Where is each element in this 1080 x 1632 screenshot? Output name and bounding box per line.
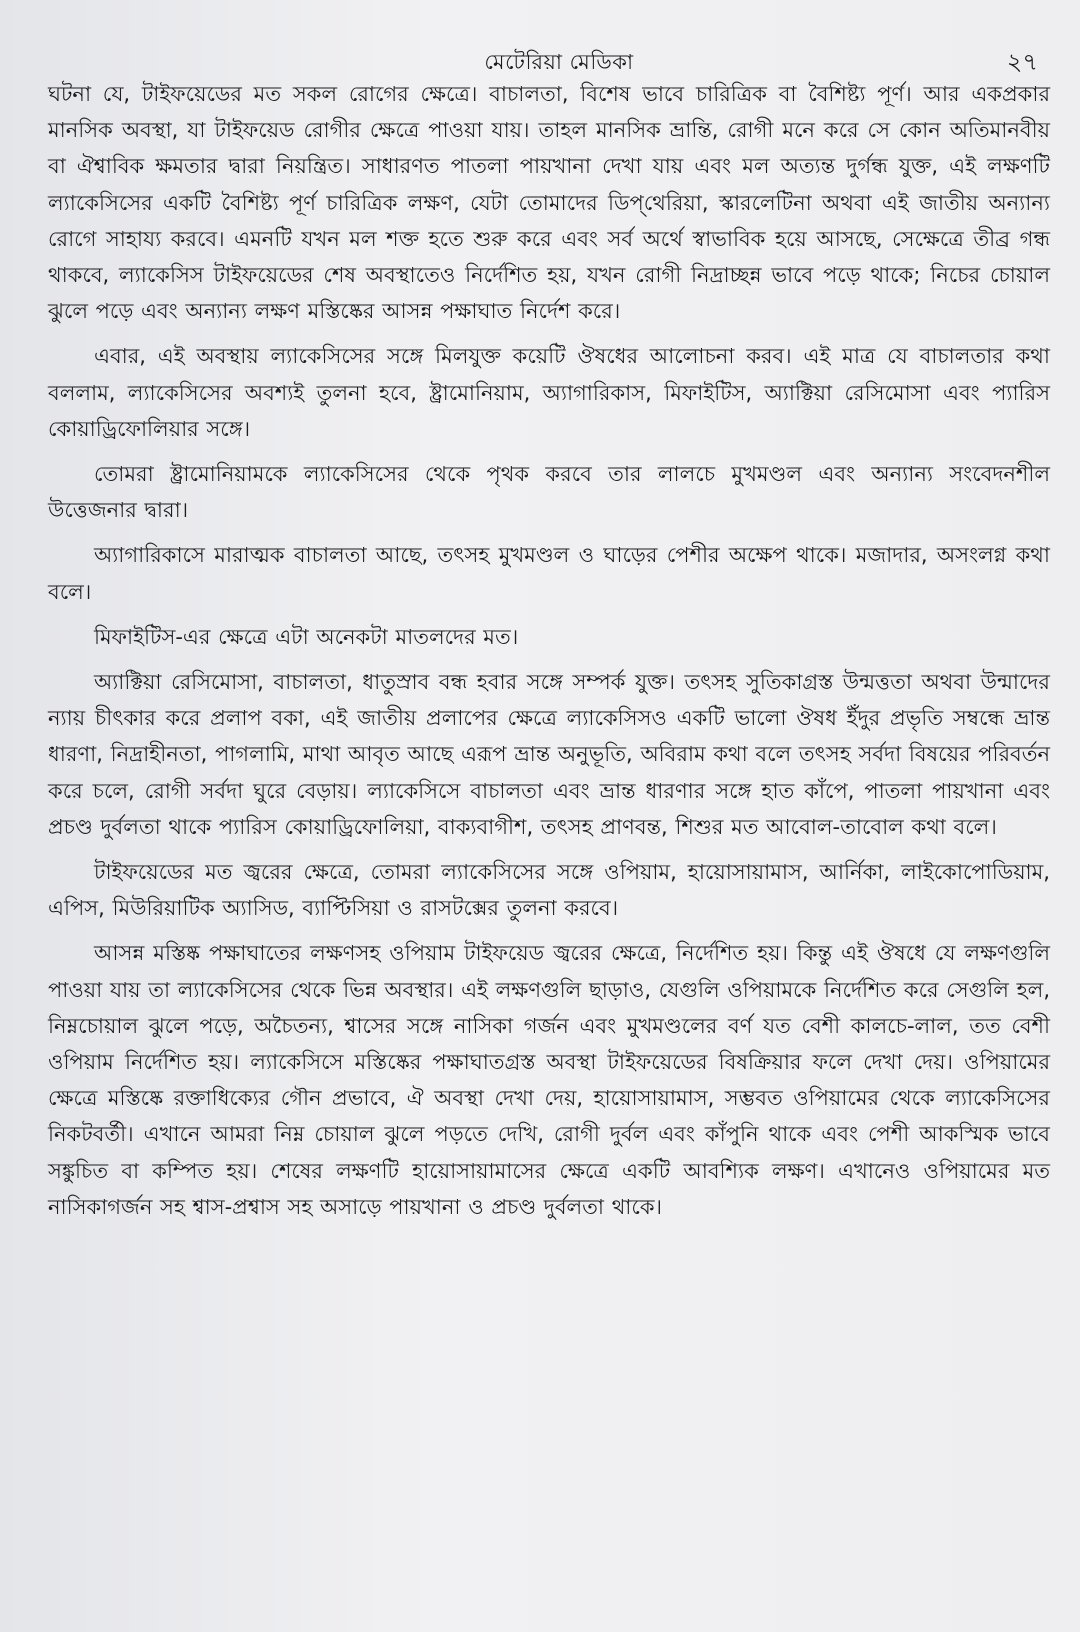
body-text	[48, 76, 1050, 1225]
page-header	[48, 34, 1050, 76]
paragraph: অ্যাগারিকাসে মারাত্মক বাচালতা আছে, তৎসহ মুখমণ্ডল ও ঘাড়ের পেশীর অক্ষেপ থাকে। মজাদার, অসংলগ্ন কথা বলে।	[48, 543, 1050, 604]
paragraph: তোমরা ষ্ট্রামোনিয়ামকে ল্যাকেসিসের থেকে পৃথক করবে তার লালচে মুখমণ্ডল এবং অন্যান্য সংবেদনশীল উত্তেজনার দ্বারা।	[48, 462, 1050, 523]
paragraph: এবার, এই অবস্থায় ল্যাকেসিসের সঙ্গে মিলযুক্ত কয়েটি ঔষধের আলোচনা করব। এই মাত্র যে বাচালতার কথা বললাম, ল্যাকেসিসের অবশ্যই তুলনা হবে, ষ্ট্রামোনিয়াম, অ্যাগারিকাস, মিফাইটিস, অ্যাক্টিয়া রেসিমোসা এবং প্যারিস কোয়াড্রিফোলিয়ার সঙ্গে।	[48, 344, 1050, 441]
running-title: মেটেরিয়া মেডিকা	[484, 50, 634, 74]
paragraph: আসন্ন মস্তিষ্ক পক্ষাঘাতের লক্ষণসহ ওপিয়াম টাইফয়েড জ্বরের ক্ষেত্রে, নির্দেশিত হয়। কিন্তু এই ঔষধে যে লক্ষণগুলি পাওয়া যায় তা ল্যাকেসিসের থেকে ভিন্ন অবস্থার। এই লক্ষণগুলি ছাড়াও, যেগুলি ওপিয়ামকে নির্দেশিত করে সেগুলি হল, নিম্নচোয়াল ঝুলে পড়ে, অচৈতন্য, শ্বাসের সঙ্গে নাসিকা গর্জন এবং মুখমণ্ডলের বর্ণ যত বেশী কালচে-লাল, তত বেশী ওপিয়াম নির্দেশিত হয়। ল্যাকেসিসে মস্তিষ্কের পক্ষাঘাতগ্রস্ত অবস্থা টাইফয়েডের বিষক্রিয়ার ফলে দেখা দেয়। ওপিয়ামের ক্ষেত্রে মস্তিষ্কে রক্তাধিক্যের গৌন প্রভাবে, ঐ অবস্থা দেখা দেয়, হায়োসায়ামাস, সম্ভবত ওপিয়ামের থেকে ল্যাকেসিসের নিকটবর্তী। এখানে আমরা নিম্ন চোয়াল ঝুলে পড়তে দেখি, রোগী দুর্বল এবং কাঁপুনি থাকে এবং পেশী আকস্মিক ভাবে সঙ্কুচিত বা কম্পিত হয়। শেষের লক্ষণটি হায়োসায়ামাসের ক্ষেত্রে একটি আবশ্যিক লক্ষণ। এখানেও ওপিয়ামের মত নাসিকাগর্জন সহ শ্বাস-প্রশ্বাস সহ অসাড়ে পায়খানা ও প্রচণ্ড দুর্বলতা থাকে।	[48, 941, 1050, 1219]
paragraph: ঘটনা যে, টাইফয়েডের মত সকল রোগের ক্ষেত্রে। বাচালতা, বিশেষ ভাবে চারিত্রিক বা বৈশিষ্ট্য পূর্ণ। আর একপ্রকার মানসিক অবস্থা, যা টাইফয়েড রোগীর ক্ষেত্রে পাওয়া যায়। তাহল মানসিক ভ্রান্তি, রোগী মনে করে সে কোন অতিমানবীয় বা ঐশ্বাবিক ক্ষমতার দ্বারা নিয়ন্ত্রিত। সাধারণত পাতলা পায়খানা দেখা যায় এবং মল অত্যন্ত দুর্গন্ধ যুক্ত, এই লক্ষণটি ল্যাকেসিসের একটি বৈশিষ্ট্য পূর্ণ চারিত্রিক লক্ষণ, যেটা তোমাদের ডিপ্‌থেরিয়া, স্কারলেটিনা অথবা এই জাতীয় অন্যান্য রোগে সাহায্য করবে। এমনটি যখন মল শক্ত হতে শুরু করে এবং সর্ব অর্থে স্বাভাবিক হয়ে আসছে, সেক্ষেত্রে তীব্র গন্ধ থাকবে, ল্যাকেসিস টাইফয়েডের শেষ অবস্থাতেও নির্দেশিত হয়, যখন রোগী নিদ্রাচ্ছন্ন ভাবে পড়ে থাকে; নিচের চোয়াল ঝুলে পড়ে এবং অন্যান্য লক্ষণ মস্তিষ্কের আসন্ন পক্ষাঘাত নির্দেশ করে।	[48, 82, 1050, 324]
paragraph: টাইফয়েডের মত জ্বরের ক্ষেত্রে, তোমরা ল্যাকেসিসের সঙ্গে ওপিয়াম, হায়োসায়ামাস, আর্নিকা, লাইকোপোডিয়াম, এপিস, মিউরিয়াটিক অ্যাসিড, ব্যাপ্টিসিয়া ও রাসটক্সের তুলনা করবে।	[48, 860, 1050, 921]
page-number: ২৭	[1006, 48, 1038, 76]
paragraph: অ্যাক্টিয়া রেসিমোসা, বাচালতা, ধাতুস্রাব বন্ধ হবার সঙ্গে সম্পর্ক যুক্ত। তৎসহ সুতিকাগ্রস্ত উন্মত্ততা অথবা উন্মাদের ন্যায় চীৎকার করে প্রলাপ বকা, এই জাতীয় প্রলাপের ক্ষেত্রে ল্যাকেসিসও একটি ভালো ঔষধ ইঁদুর প্রভৃতি সম্বন্ধে ভ্রান্ত ধারণা, নিদ্রাহীনতা, পাগলামি, মাথা আবৃত আছে এরূপ ভ্রান্ত অনুভূতি, অবিরাম কথা বলে তৎসহ সর্বদা বিষয়ের পরিবর্তন করে চলে, রোগী সর্বদা ঘুরে বেড়ায়। ল্যাকেসিসে বাচালতা এবং ভ্রান্ত ধারণার সঙ্গে হাত কাঁপে, পাতলা পায়খানা এবং প্রচণ্ড দুর্বলতা থাকে প্যারিস কোয়াড্রিফোলিয়া, বাক্যবাগীশ, তৎসহ প্রাণবন্ত, শিশুর মত আবোল-তাবোল কথা বলে।	[48, 670, 1050, 839]
paragraph: মিফাইটিস-এর ক্ষেত্রে এটা অনেকটা মাতলদের মত।	[94, 624, 519, 649]
